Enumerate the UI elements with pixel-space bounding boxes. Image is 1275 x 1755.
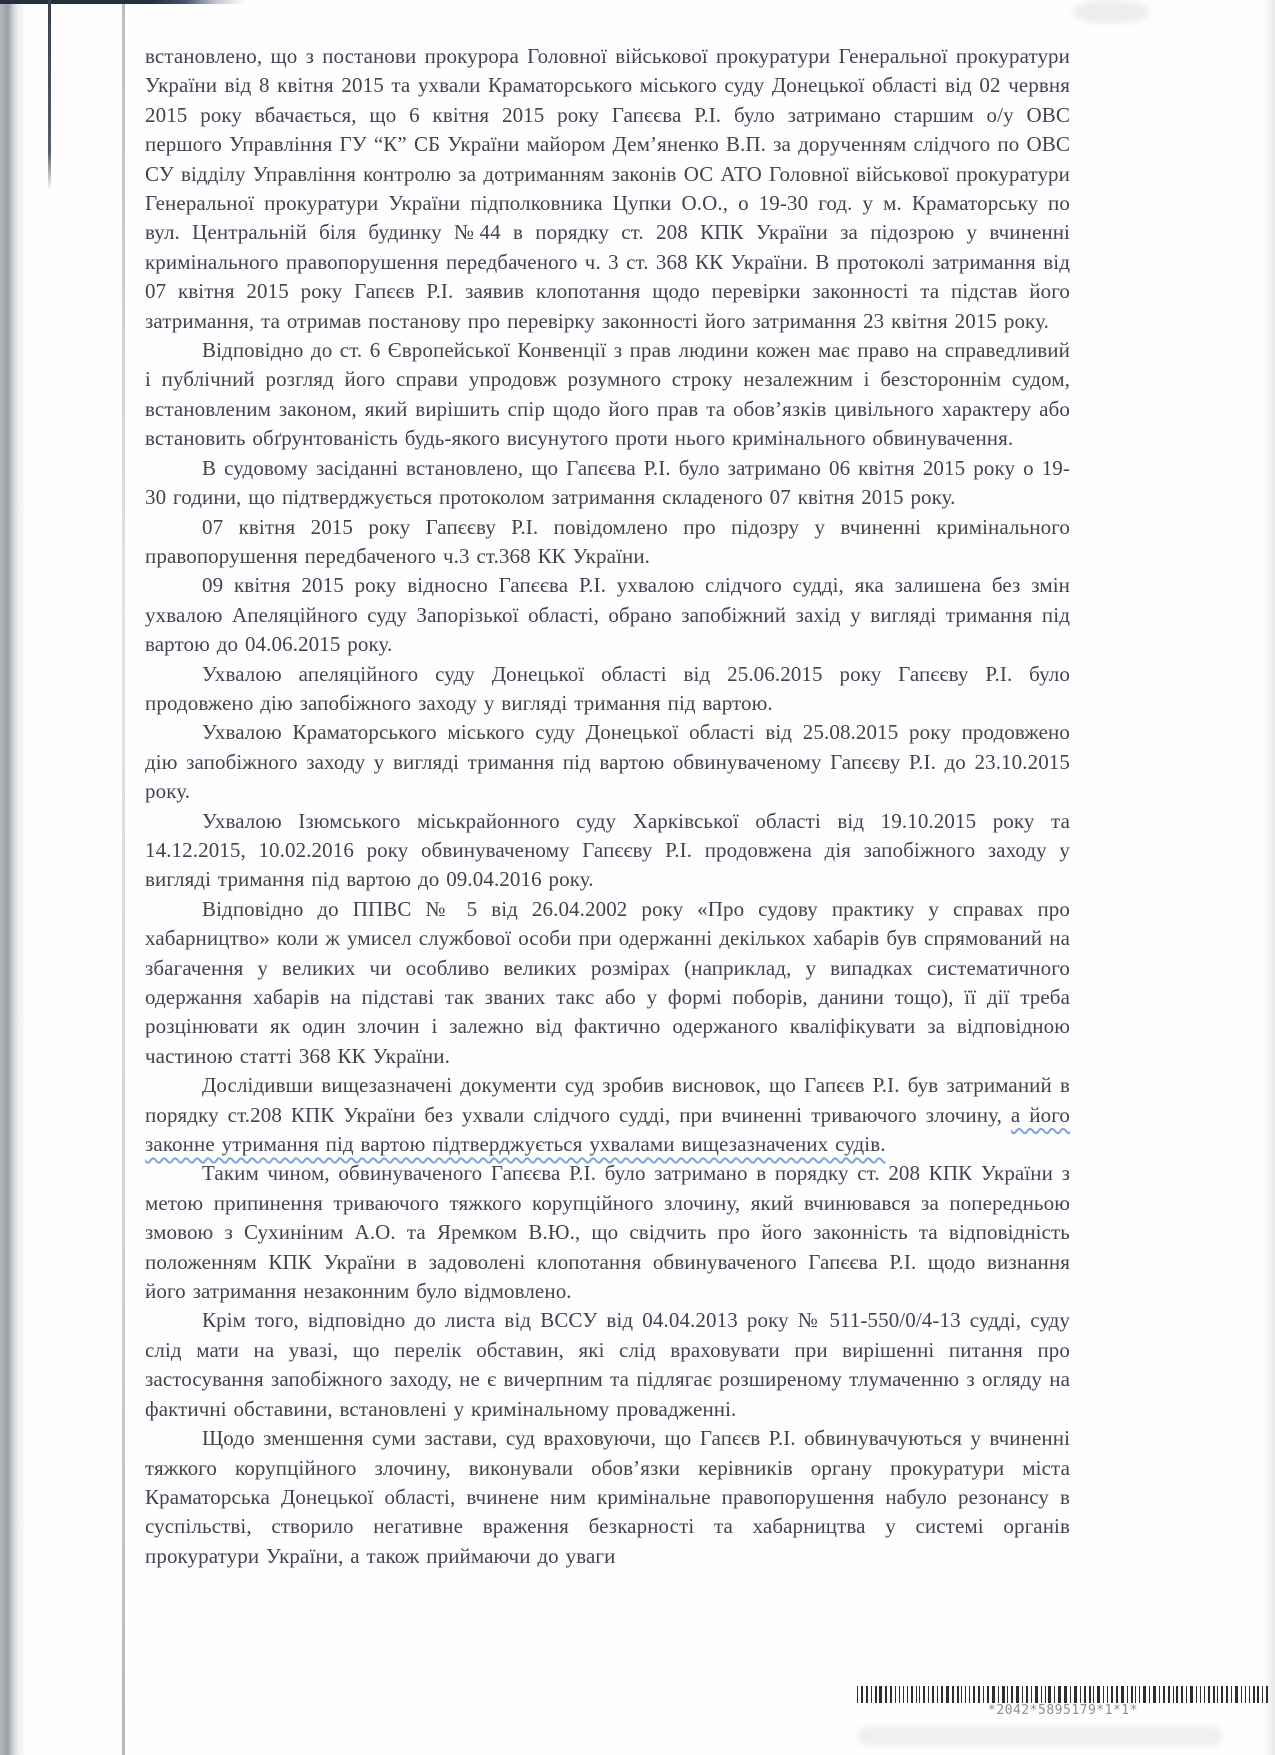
barcode-bar <box>1041 1686 1042 1703</box>
text-run: Дослідивши вищезазначені документи суд зробив висновок, що Гапєєв Р.І. був затриманий в порядку ст.208 КПК України без ухвали слідчого судді, при вчиненні триваючого злочину, <box>145 1073 1070 1127</box>
barcode-bar <box>1058 1686 1061 1703</box>
scan-smudge-bottom <box>858 1726 1223 1746</box>
barcode-bar <box>969 1686 970 1703</box>
barcode-bar <box>1226 1686 1228 1703</box>
barcode-bar <box>1153 1686 1156 1703</box>
barcode-bar <box>890 1686 892 1703</box>
paragraph <box>145 571 1070 659</box>
text-run: 07 квітня 2015 року Гапєєву Р.І. повідомлено про підозру у вчиненні кримінального правопорушення передбаченого ч.3 ст.368 КК України. <box>145 514 1070 568</box>
barcode-bar <box>1196 1686 1197 1703</box>
barcode-bar <box>1026 1686 1028 1703</box>
paragraph <box>145 1424 1070 1571</box>
paragraph <box>145 807 1070 895</box>
barcode-bar <box>871 1686 872 1703</box>
barcode-bar <box>952 1686 954 1703</box>
barcode-bar <box>1035 1686 1038 1703</box>
barcode-bar <box>1139 1686 1140 1703</box>
barcode-bar <box>1176 1686 1178 1703</box>
barcode-bar <box>957 1686 959 1703</box>
barcode-bar <box>1131 1686 1133 1703</box>
paragraph <box>145 513 1070 572</box>
barcode-bar <box>978 1686 980 1703</box>
barcode-bar <box>1089 1686 1091 1703</box>
text-run: Крім того, відповідно до листа від ВССУ від 04.04.2013 року № 511-550/0/4-13 судді, суду слід мати на увазі, що перелік обставин, які слід враховувати при вирішенні питання про застосування запобіжного заходу, не є вичерпним та підлягає розширеному тлумаченню з огляду на фактичні обставини, встановлені у кримінальному провадженні. <box>145 1308 1070 1421</box>
barcode-bar <box>1007 1686 1008 1703</box>
barcode-bar <box>1221 1686 1223 1703</box>
barcode-bar <box>1173 1686 1174 1703</box>
pen-underlined-text: а його законне утримання під вартою підтверджується ухвалами вищезазначених судів. <box>145 1102 1071 1157</box>
barcode-bar <box>1181 1686 1183 1703</box>
barcode-bar <box>1121 1686 1124 1703</box>
barcode-bar <box>879 1686 882 1703</box>
barcode-bar <box>987 1686 989 1703</box>
barcode-bar <box>973 1686 975 1703</box>
text-run: Щодо зменшення суми застави, суд враховуючи, що Гапєєв Р.І. обвинувачуються у вчиненні тяжкого корупційного злочину, виконували обов’язки керівників органу прокуратури міста Краматорська Донецької області, вчинене ним кримінальне правопорушення набуло резонансу в суспільстві, створило негативне враження безкарності та хабарництва у системі органів прокуратури України, а також приймаючи до уваги <box>145 1426 1070 1568</box>
barcode-bar <box>1048 1686 1051 1703</box>
barcode-bar <box>1241 1686 1242 1703</box>
barcode-bar <box>1016 1686 1019 1703</box>
text-run: Ухвалою апеляційного суду Донецької області від 25.06.2015 року Гапєєву Р.І. було продовжено дію запобіжного заходу у вигляді тримання під вартою. <box>145 661 1070 715</box>
text-run: В судовому засіданні встановлено, що Гапєєва Р.І. було затримано 06 квітня 2015 року о 19-30 години, що підтверджується протоколом затримання складеного 07 квітня 2015 року. <box>145 455 1070 510</box>
text-run: 09 квітня 2015 року відносно Гапєєва Р.І. ухвалою слідчого судді, яка залишена без змін ухвалою Апеляційного суду Запорізької області, обрано запобіжний захід у вигляді тримання під вартою до 04.06.2015 року. <box>145 573 1070 657</box>
barcode-bar <box>1011 1686 1013 1703</box>
barcode-bar <box>1231 1686 1232 1703</box>
barcode-bar <box>866 1686 868 1703</box>
barcode-bar <box>1159 1686 1160 1703</box>
barcode-bar <box>1163 1686 1165 1703</box>
barcode-bar <box>1186 1686 1187 1703</box>
text-run: Ухвалою Ізюмського міськрайонного суду Харківської області від 19.10.2015 року та 14.12.2015, 10.02.2016 року обвинуваченому Гапєєву Р.І. продовжена дія запобіжного заходу у вигляді тримання під вартою до 09.04.2016 року. <box>145 808 1070 892</box>
paragraph <box>145 718 1070 806</box>
barcode-bar <box>1208 1686 1210 1703</box>
barcode-bar <box>998 1686 999 1703</box>
barcode-bar <box>1266 1686 1268 1703</box>
text-run: Таким чином, обвинуваченого Гапєєва Р.І. було затримано в порядку ст. 208 КПК України з метою припинення триваючого тяжкого корупційного злочину, який вчинювався за попередньою змовою з Сухиніним А.О. та Яремком В.Ю., що свідчить про його законність та відповідність положенням КПК України в задоволені клопотання обвинуваченого Гапєєва Р.І. щодо визнання його затримання незаконним було відмовлено. <box>145 1161 1070 1304</box>
paragraph <box>145 336 1070 454</box>
barcode-bar <box>885 1686 887 1703</box>
barcode-bar <box>1262 1686 1263 1703</box>
barcode-bar <box>895 1686 896 1703</box>
barcode-bar <box>1107 1686 1108 1703</box>
barcode-bar <box>992 1686 995 1703</box>
barcode-bar <box>1116 1686 1118 1703</box>
barcode-bar <box>1054 1686 1055 1703</box>
barcode-bar <box>1143 1686 1146 1703</box>
barcode-bar <box>1080 1686 1081 1703</box>
barcode-bar <box>916 1686 917 1703</box>
barcode-bar <box>937 1686 938 1703</box>
barcode-bar <box>861 1686 863 1703</box>
barcode-bar <box>946 1686 949 1703</box>
barcode-bar <box>1200 1686 1201 1703</box>
barcode-bar <box>1204 1686 1205 1703</box>
barcode-bar <box>1235 1686 1238 1703</box>
barcode-bar <box>1045 1686 1046 1703</box>
barcode-bar <box>1213 1686 1215 1703</box>
text-run: Відповідно до ст. 6 Європейської Конвенції з прав людини кожен має право на справедливий і публічний розгляд його справи упродовж розумного строку незалежним і безстороннім судом, встановленим законом, який вирішить спір щодо його прав та обов’язків цивільного характеру або встановить обґрунтованість будь-якого висунутого проти нього кримінального обвинувачення. <box>145 338 1070 451</box>
barcode-bar <box>1093 1686 1094 1703</box>
barcode-bar <box>1084 1686 1086 1703</box>
barcode-bar <box>1022 1686 1023 1703</box>
barcode-bar <box>1217 1686 1218 1703</box>
barcode-bar <box>899 1686 900 1703</box>
barcode-bar <box>923 1686 925 1703</box>
barcode-bar <box>1249 1686 1250 1703</box>
barcode-bar <box>1103 1686 1104 1703</box>
barcode <box>857 1686 1269 1703</box>
barcode-bar <box>1074 1686 1077 1703</box>
barcode-bar <box>928 1686 929 1703</box>
barcode-bar <box>1168 1686 1170 1703</box>
barcode-bar <box>961 1686 962 1703</box>
barcode-bar <box>919 1686 920 1703</box>
paragraph <box>145 1071 1070 1159</box>
barcode-bar <box>1064 1686 1067 1703</box>
barcode-bar <box>875 1686 877 1703</box>
barcode-bar <box>1253 1686 1255 1703</box>
text-run: Ухвалою Краматорського міського суду Донецької області від 25.08.2015 року продовжено дію запобіжного заходу у вигляді тримання під вартою обвинуваченому Гапєєву Р.І. до 23.10.2015 року. <box>145 720 1070 804</box>
barcode-bar <box>1127 1686 1128 1703</box>
barcode-bar <box>857 1686 858 1703</box>
barcode-bar <box>1031 1686 1032 1703</box>
paragraph <box>145 660 1070 719</box>
paragraph <box>145 454 1070 513</box>
barcode-bar <box>1070 1686 1071 1703</box>
barcode-bar <box>932 1686 934 1703</box>
barcode-bar <box>1097 1686 1100 1703</box>
barcode-bar <box>1257 1686 1259 1703</box>
barcode-bar <box>907 1686 908 1703</box>
barcode-bar <box>1002 1686 1005 1703</box>
text-run: встановлено, що з постанови прокурора Головної військової прокуратури Генеральної прокуратури України від 8 квітня 2015 та ухвали Краматорського міського суду Донецької області від 02 червня 2015 року вбачається, що 6 квітня 2015 року Гапєєва Р.І. було затримано старшим о/у ОВС першого Управління ГУ “К” СБ України майором Дем’яненко В.П. за дорученням слідчого по ОВС СУ відділу Управління контролю за дотриманням законів ОС АТО Головної військової прокуратури Генеральної прокуратури України підполковника Цупки О.О., о 19-30 год. у м. Краматорську по вул. Центральній біля будинку №44 в порядку ст. 208 КПК України за підозрою у вчиненні кримінального правопорушення передбаченого ч. 3 ст. 368 КК України. В протоколі затримання від 07 квітня 2015 року Гапєєв Р.І. заявив клопотання щодо перевірки законності та підстав його затримання, та отримав постанову про перевірку законності його затримання 23 квітня 2015 року. <box>145 44 1070 333</box>
barcode-bar <box>941 1686 943 1703</box>
barcode-bar <box>1135 1686 1136 1703</box>
barcode-bar <box>1245 1686 1246 1703</box>
barcode-label: *2042*5895179*1*1* <box>988 1703 1138 1718</box>
barcode-bar <box>1149 1686 1150 1703</box>
paragraph <box>145 1306 1070 1424</box>
paragraph <box>145 1159 1070 1306</box>
barcode-bar <box>911 1686 913 1703</box>
barcode-bar <box>903 1686 904 1703</box>
barcode-bar <box>1111 1686 1113 1703</box>
barcode-bar <box>1190 1686 1193 1703</box>
text-run: Відповідно до ППВС № 5 від 26.04.2002 року «Про судову практику у справах про хабарництво» коли ж умисел службової особи при одержанні декількох хабарів був спрямований на збагачення у великих чи особливо великих розмірах (наприклад, у випадках систематичного одержання хабарів на підставі так званих такс або у формі поборів, данини тощо), її дії треба розцінювати як один злочин і залежно від фактично одержаного кваліфікувати за відповідною частиною статті 368 КК України. <box>145 896 1070 1068</box>
barcode-bar <box>983 1686 984 1703</box>
barcode-bar <box>965 1686 966 1703</box>
paragraph <box>145 42 1070 336</box>
paragraph <box>145 895 1070 1071</box>
